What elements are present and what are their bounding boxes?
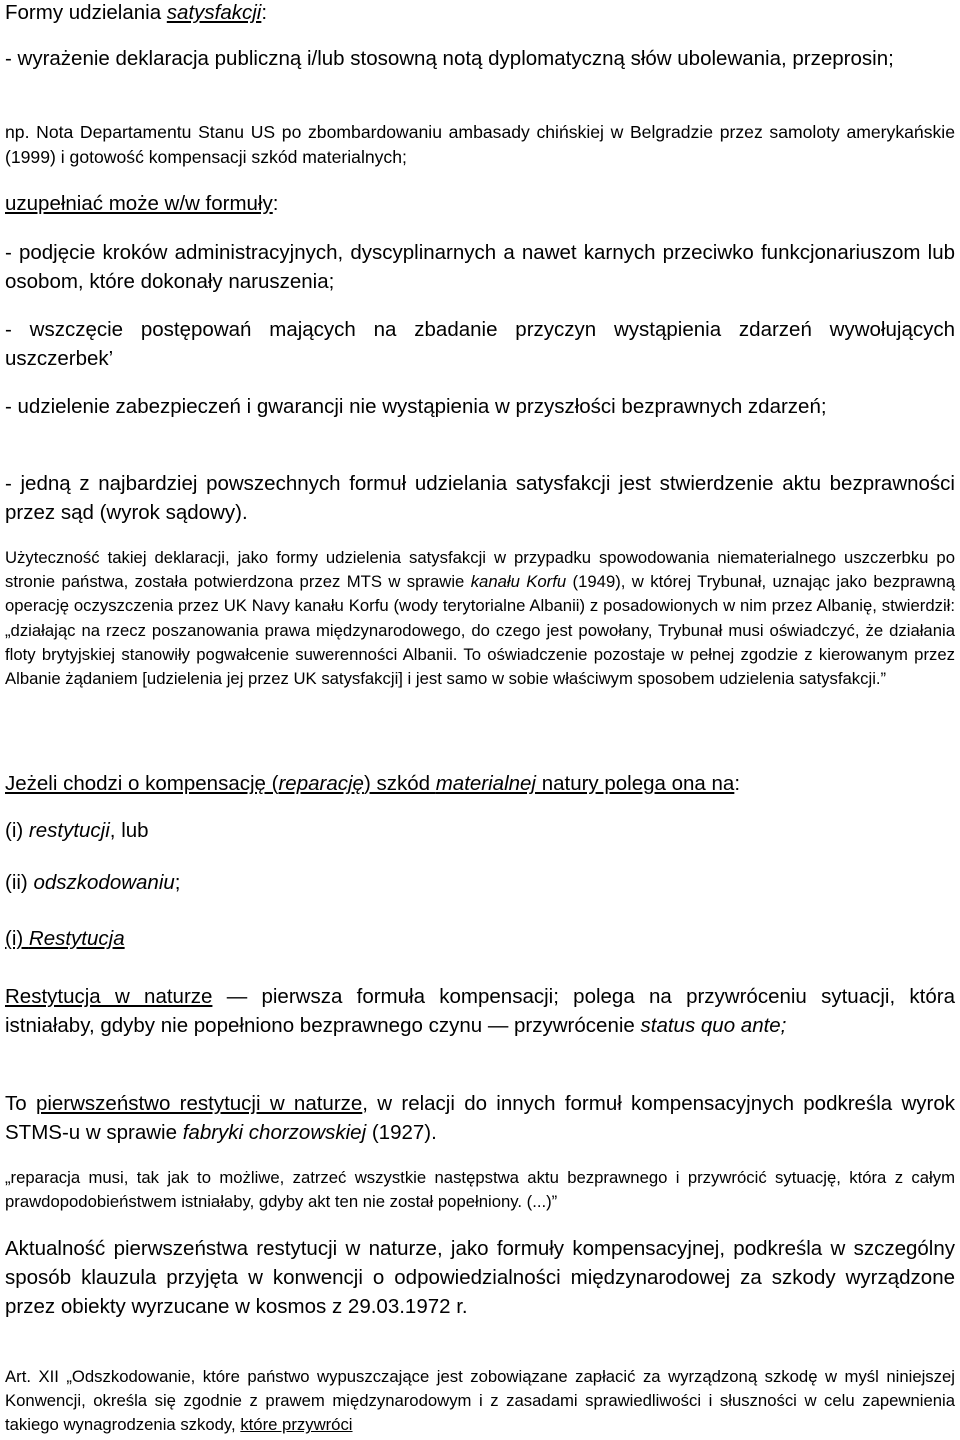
heading-compensation (5, 769, 955, 798)
art-xii-underlined: które przywróci (240, 1415, 353, 1435)
heading-colon: : (261, 1, 268, 24)
damages-term: odszkodowaniu (33, 871, 175, 894)
restitution-in-kind-text: — pierwsza formuła kompensacji; polega na przywróceniu sytuacji, która istniałaby, gdyby nie popełniono bezprawnego czynu — przywrócenie (5, 985, 956, 1037)
restitution-term: restytucji (28, 819, 110, 842)
list-item-damages (5, 868, 955, 897)
heading-restitution (5, 924, 955, 953)
chorzow-text-1: To (5, 1092, 36, 1115)
corfu-text-2: (1949), w której Trybunał, uznając jako bezprawną operację oczyszczenia przez UK Navy kanału Korfu (wody terytorialne Albanii) z posadowionych w nim przez Albanię, stwierdził: „działając na rzecz poszanowania prawa międzynarodowego, do czego jest powołany, Trybunał musi oświadczyć, że działania floty brytyjskiej stanowiły pogwałcenie suwerenności Albanii. To oświadczenie pozostaje w pełnej zgodzie z kierowanym przez Albanie żądaniem [udzielenia jej przez UK satysfakcji] i jest samo w sobie właściwym sposobem udzielenia satysfakcji.” (5, 572, 956, 689)
corfu-case-name: kanału Korfu (470, 572, 567, 592)
paragraph-space-convention: Aktualność pierwszeństwa restytucji w naturze, jako formuły kompensacyjnej, podkreśla w szczególny sposób klauzula przyjęta w konwencji o odpowiedzialności międzynarodowej za szkody wyrządzone przez obiekty wyrzucane w kosmos z 29.03.1972 r. (5, 1237, 955, 1318)
compensation-material: materialnej (435, 772, 536, 795)
paragraph-art-xii (5, 1365, 955, 1438)
item-investigation: - wszczęcie postępowań mających na zbadanie przyczyn wystąpienia zdarzeń wywołujących uszczerbek’ (5, 318, 955, 370)
compensation-text-1: Jeżeli chodzi o kompensację ( (5, 772, 279, 795)
heading-supplementary-formulas (5, 189, 955, 218)
item-disciplinary-steps: - podjęcie kroków administracyjnych, dyscyplinarnych a nawet karnych przeciwko funkcjonariuszom lub osobom, które dokonały naruszenia; (5, 241, 955, 293)
heading-forms-of-satisfaction (5, 0, 955, 27)
list-marker-i: (i) (5, 819, 29, 842)
paragraph-corfu-channel (5, 546, 955, 691)
item-guarantees: - udzielenie zabezpieczeń i gwarancji nie wystąpienia w przyszłości bezprawnych zdarzeń; (5, 395, 827, 418)
example-note-belgrade: np. Nota Departamentu Stanu US po zbombardowaniu ambasady chińskiej w Belgradzie przez samoloty amerykańskie (1999) i gotowość kompensacji szkód materialnych; (5, 122, 955, 167)
item-public-declaration: - wyrażenie deklaracja publiczną i/lub stosowną notą dyplomatyczną słów ubolewania, przeprosin; (5, 47, 894, 70)
restitution-heading-marker: (i) (5, 927, 29, 950)
supplementary-heading-colon: : (272, 192, 279, 215)
restitution-heading-term: Restytucja (28, 927, 125, 950)
status-quo-ante: status quo ante; (640, 1014, 787, 1037)
item-court-declaration: - jedną z najbardziej powszechnych formuł udzielania satysfakcji jest stwierdzenie aktu bezprawności przez sąd (wyrok sądowy). (5, 472, 955, 524)
damages-suffix: ; (174, 871, 181, 894)
art-xii-text: Art. XII „Odszkodowanie, które państwo wypuszczające jest zobowiązane zapłacić za wyrządzoną szkodę w myśl niniejszej Konwencji, określa się zgodnie z prawem międzynarodowym i z zasadami sprawiedliwości i słuszności w celu zapewnienia takiego wynagrodzenia szkody, (5, 1367, 955, 1435)
restitution-suffix: , lub (109, 819, 149, 842)
chorzow-year: (1927). (366, 1121, 437, 1144)
compensation-text-3: natury polega ona na (536, 772, 735, 795)
heading-text: Formy udzielania (5, 1, 167, 24)
paragraph-chorzow (5, 1089, 955, 1147)
compensation-colon: : (734, 772, 741, 795)
compensation-text-2: ) szkód (363, 772, 436, 795)
heading-term: satysfakcji (166, 1, 262, 24)
compensation-reparation: reparację (278, 772, 364, 795)
chorzow-factory: fabryki chorzowskiej (182, 1121, 367, 1144)
restitution-in-kind-term: Restytucja w naturze (5, 985, 213, 1008)
chorzow-text-2: , w relacji do innych formuł kompensacyjnych podkreśla wyrok STMS-u w sprawie (5, 1092, 955, 1144)
paragraph-restitution-in-kind (5, 982, 955, 1040)
list-marker-ii: (ii) (5, 871, 34, 894)
supplementary-heading-text: uzupełniać może w/w formuły (5, 192, 273, 215)
list-item-restitution (5, 816, 955, 845)
corfu-text-1: Użyteczność takiej deklaracji, jako formy udzielenia satysfakcji w przypadku spowodowania niematerialnego uszczerbku po stronie państwa, została potwierdzona przez MTS w sprawie (5, 548, 955, 592)
quote-reparation: „reparacja musi, tak jak to możliwe, zatrzeć wszystkie następstwa aktu bezprawnego i przywrócić sytuację, która z całym prawdopodobieństwem istniałaby, gdyby akt ten nie został popełniony. (...)” (5, 1168, 955, 1212)
chorzow-priority: pierwszeństwo restytucji w naturze (35, 1092, 363, 1115)
